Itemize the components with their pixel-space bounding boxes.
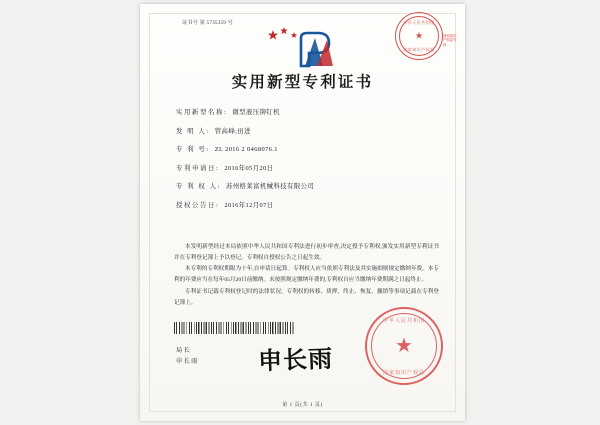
issuing-authority-seal-icon (395, 12, 443, 60)
seal-side-note: 国家知识产权局专用 (443, 34, 457, 47)
patent-emblem-icon (243, 26, 363, 72)
field-label: 授权公告日: (176, 201, 220, 209)
official-red-seal-icon (365, 307, 443, 385)
field-row (176, 163, 435, 172)
signatory-labels: 局长 申长雨 (176, 347, 199, 365)
seal-top-arc-text: 中华人民共和国 (403, 20, 435, 25)
body-paragraph: 本发明新型经过本局依照中华人民共和国专利法进行初步审查,决定授予专利权,颁发实用新型专利证书并在专利登记簿上予以登记。专利权自授权公告之日起生效。 (174, 244, 439, 261)
star-icon: ★ (395, 335, 413, 357)
certificate-body (174, 242, 439, 309)
field-value: 苏州格莱富机械科技有限公司 (225, 183, 315, 190)
field-label: 实用新型名称: (176, 109, 228, 116)
certificate-paper (140, 4, 465, 421)
seal-bottom-arc-text: 国家知识产权局 (403, 47, 435, 52)
field-label: 专 利 权 人: (176, 183, 221, 190)
page-title: 实用新型专利证书 (231, 74, 374, 91)
body-paragraph: 专利证书记载专利权登记时的法律状况。专利权的转移、质押、终止、恢复、撤销等事项记载在专利登记簿上。 (174, 288, 439, 306)
field-value: 2016年12月07日 (224, 201, 274, 209)
field-label: 专利申请日: (176, 164, 220, 172)
field-row (176, 144, 435, 153)
certificate-fields (176, 107, 435, 218)
field-label: 专 利 号: (176, 146, 210, 153)
field-value: 2016年05月20日 (224, 164, 274, 172)
barcode-icon (174, 322, 294, 334)
page-footer: 第 1 页(共 1 页) (282, 403, 323, 408)
field-value: ZL 2016 2 0468076.1 (214, 146, 278, 153)
seal-bottom-arc-text: 国家知识产权局 (382, 371, 425, 376)
body-paragraph: 本专利的专利权期限为十年,自申请日起算。专利权人应当依照专利法及其实施细则规定缴纳年费。本专利的年费应当在每年05月20日前缴纳。未按照规定缴纳年费的,专利权自应当缴纳年费期满之日起终止。 (174, 266, 439, 284)
certificate-serial-number: 证书号 第 5735359 号 (182, 20, 233, 26)
field-value: 微型液压铆钉机 (232, 109, 280, 116)
field-row (176, 107, 435, 116)
handwritten-signature: 申长雨 (257, 346, 334, 376)
field-row (176, 181, 435, 190)
field-value: 管高峰;田进 (214, 127, 251, 135)
star-icon: ★ (414, 30, 424, 41)
field-row (176, 200, 435, 209)
field-label: 发 明 人: (176, 127, 210, 135)
seal-top-arc-text: 中华人民共和国 (382, 319, 425, 324)
field-row (176, 126, 435, 135)
